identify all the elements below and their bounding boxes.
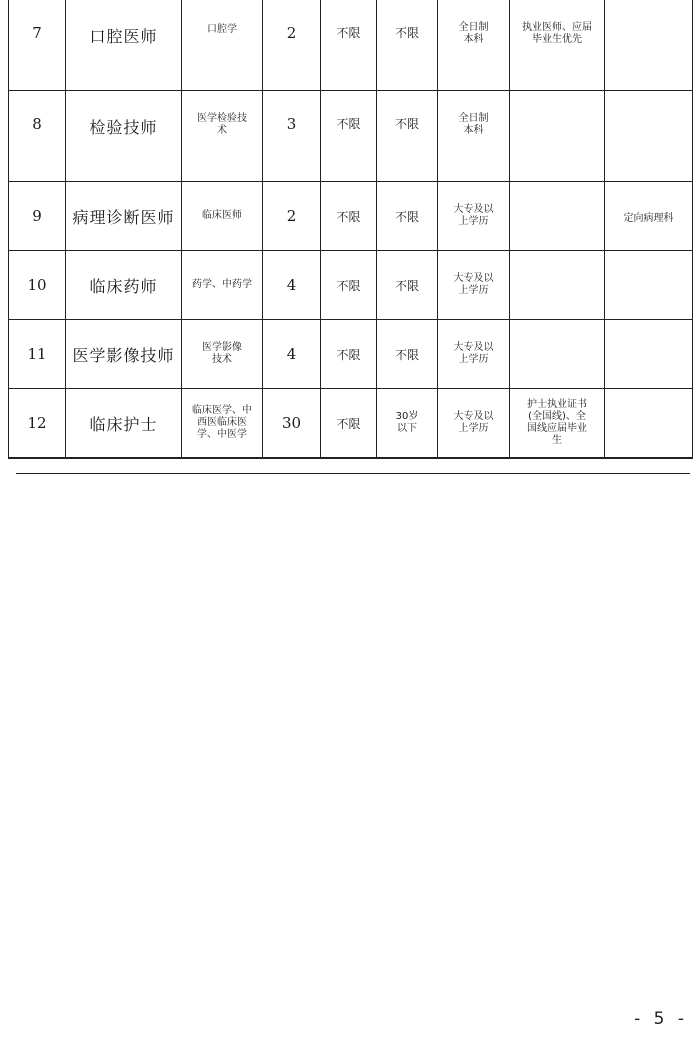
age-limit-cell: 30岁 以下 xyxy=(377,389,438,459)
education-requirement: 大专及以 上学历 xyxy=(438,389,510,459)
other-requirement xyxy=(510,91,605,182)
education-requirement: 大专及以 上学历 xyxy=(438,251,510,320)
hiring-count: 30 xyxy=(263,389,321,459)
age-limit-cell: 不限 xyxy=(377,91,438,182)
education-requirement: 大专及以 上学历 xyxy=(438,320,510,389)
page-number: - 5 - xyxy=(634,1009,688,1029)
position-title: 口腔医师 xyxy=(66,0,182,91)
limit-cell: 不限 xyxy=(321,389,377,459)
recruitment-table xyxy=(8,0,693,459)
note-cell xyxy=(605,320,693,389)
major-requirement: 临床医学、中 西医临床医 学、中医学 xyxy=(182,389,263,459)
row-number: 11 xyxy=(9,320,66,389)
position-title: 医学影像技师 xyxy=(66,320,182,389)
hiring-count: 3 xyxy=(263,91,321,182)
row-number: 10 xyxy=(9,251,66,320)
education-requirement: 大专及以 上学历 xyxy=(438,182,510,251)
education-requirement: 全日制 本科 xyxy=(438,0,510,91)
limit-cell: 不限 xyxy=(321,182,377,251)
table-row xyxy=(9,182,693,251)
other-requirement xyxy=(510,320,605,389)
limit-cell: 不限 xyxy=(321,320,377,389)
education-requirement: 全日制 本科 xyxy=(438,91,510,182)
age-limit-cell: 不限 xyxy=(377,0,438,91)
hiring-count: 2 xyxy=(263,182,321,251)
note-cell xyxy=(605,251,693,320)
row-number: 8 xyxy=(9,91,66,182)
hiring-count: 2 xyxy=(263,0,321,91)
recruitment-table-wrapper xyxy=(8,0,692,459)
other-requirement: 执业医师、应届 毕业生优先 xyxy=(510,0,605,91)
major-requirement: 医学影像 技术 xyxy=(182,320,263,389)
row-number: 7 xyxy=(9,0,66,91)
row-number: 9 xyxy=(9,182,66,251)
other-requirement xyxy=(510,182,605,251)
position-title: 临床护士 xyxy=(66,389,182,459)
major-requirement: 药学、中药学 xyxy=(182,251,263,320)
hiring-count: 4 xyxy=(263,251,321,320)
hiring-count: 4 xyxy=(263,320,321,389)
major-requirement: 临床医师 xyxy=(182,182,263,251)
age-limit-cell: 不限 xyxy=(377,251,438,320)
position-title: 病理诊断医师 xyxy=(66,182,182,251)
table-row xyxy=(9,251,693,320)
table-row xyxy=(9,389,693,459)
table-row xyxy=(9,320,693,389)
note-cell: 定向病理科 xyxy=(605,182,693,251)
age-limit-cell: 不限 xyxy=(377,320,438,389)
table-row xyxy=(9,0,693,91)
table-row xyxy=(9,91,693,182)
major-requirement: 医学检验技 术 xyxy=(182,91,263,182)
limit-cell: 不限 xyxy=(321,0,377,91)
age-limit-cell: 不限 xyxy=(377,182,438,251)
note-cell xyxy=(605,0,693,91)
note-cell xyxy=(605,91,693,182)
note-cell xyxy=(605,389,693,459)
limit-cell: 不限 xyxy=(321,251,377,320)
limit-cell: 不限 xyxy=(321,91,377,182)
other-requirement xyxy=(510,251,605,320)
major-requirement: 口腔学 xyxy=(182,0,263,91)
position-title: 临床药师 xyxy=(66,251,182,320)
row-number: 12 xyxy=(9,389,66,459)
other-requirement: 护士执业证书 (全国线)、全 国线应届毕业 生 xyxy=(510,389,605,459)
separator-line xyxy=(16,473,690,474)
position-title: 检验技师 xyxy=(66,91,182,182)
